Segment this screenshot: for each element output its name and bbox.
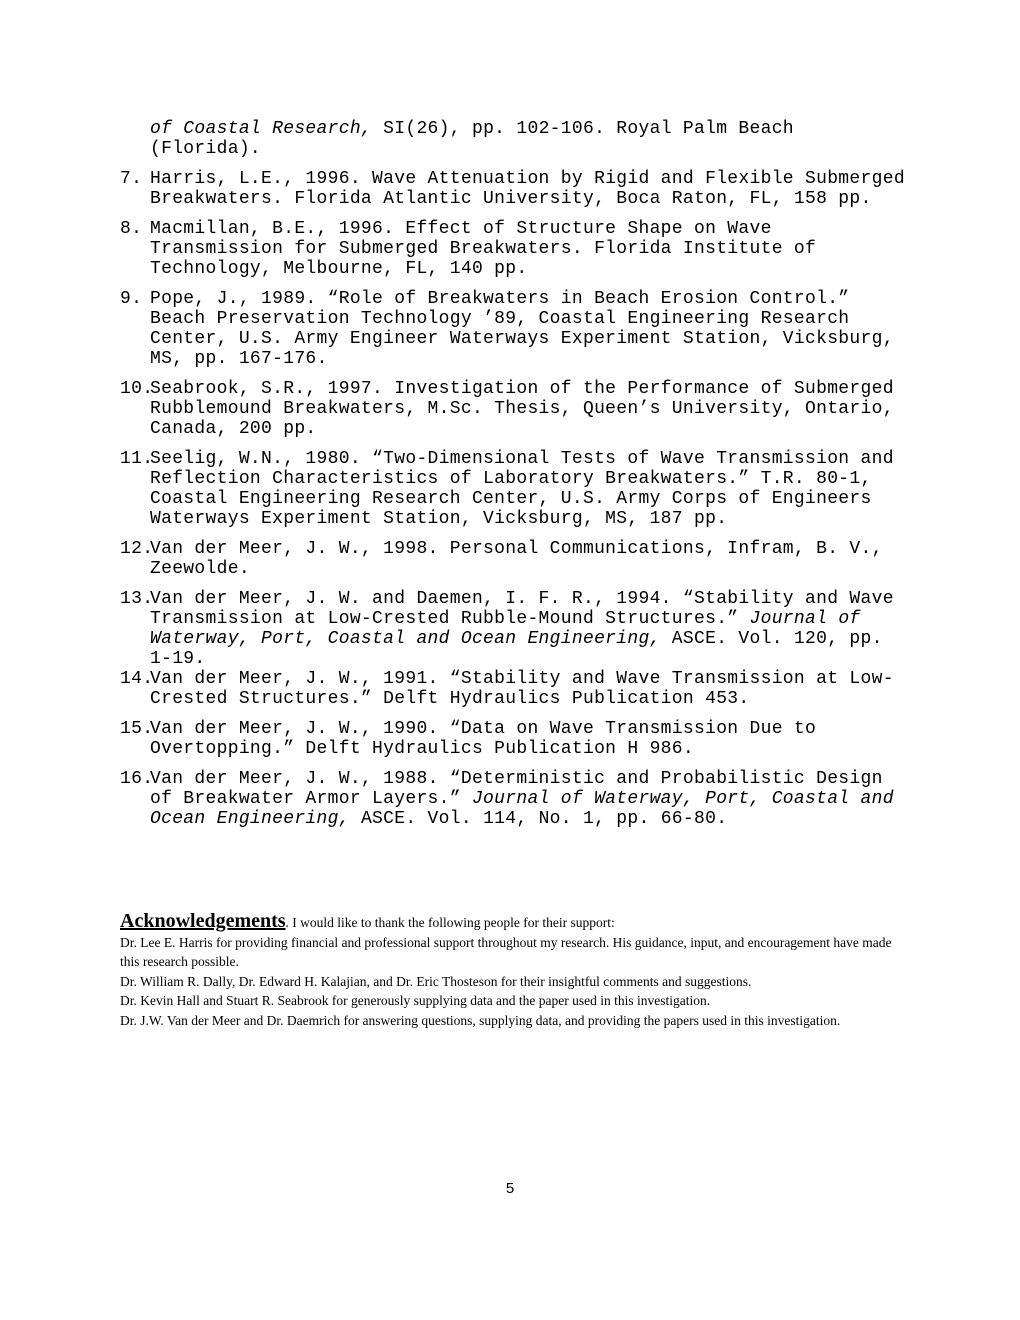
acknowledgement-line: Dr. Lee E. Harris for providing financial and professional support throughout my research. His guidance, input, and encouragement have made this research possible. (120, 934, 892, 969)
reference-text: Van der Meer, J. W., 1998. Personal Communications, Infram, B. V., Zeewolde. (150, 539, 883, 579)
reference-11 (120, 449, 910, 529)
reference-9 (120, 289, 910, 369)
reference-text (150, 589, 910, 669)
reference-6-continuation (120, 119, 910, 159)
reference-15 (120, 719, 910, 759)
acknowledgement-line: Dr. William R. Dally, Dr. Edward H. Kalajian, and Dr. Eric Thosteson for their insightful comments and suggestions. (120, 973, 752, 989)
reference-number: 11. (120, 449, 154, 469)
acknowledgements-intro: . I would like to thank the following people for their support: (285, 915, 615, 930)
reference-text: Seabrook, S.R., 1997. Investigation of the Performance of Submerged Rubblemound Breakwaters, M.Sc. Thesis, Queen’s University, Ontario, Canada, 200 pp. (150, 379, 894, 439)
acknowledgements-heading-line (120, 912, 910, 933)
reference-number: 16. (120, 769, 154, 789)
acknowledgements-title: Acknowledgements (120, 910, 286, 932)
reference-13 (120, 589, 910, 669)
acknowledgements-section (120, 912, 910, 1030)
reference-text-post: ASCE. Vol. 120, pp. 1-19. (150, 629, 883, 669)
reference-number: 9. (120, 289, 143, 309)
acknowledgement-line: Dr. J.W. Van der Meer and Dr. Daemrich for answering questions, supplying data, and providing the papers used in this investigation. (120, 1012, 841, 1028)
reference-text: Macmillan, B.E., 1996. Effect of Structure Shape on Wave Transmission for Submerged Breakwaters. Florida Institute of Technology, Melbourne, FL, 140 pp. (150, 219, 817, 279)
reference-number: 12. (120, 539, 154, 559)
reference-number: 13. (120, 589, 154, 609)
journal-title: Journal of Waterway, Port, Coastal and Ocean Engineering, (150, 789, 894, 829)
reference-16 (120, 769, 910, 829)
reference-text: Van der Meer, J. W., 1991. “Stability and Wave Transmission at Low-Crested Structures.” Delft Hydraulics Publication 453. (150, 669, 894, 709)
journal-title: of Coastal Research, (150, 119, 373, 139)
reference-14 (120, 669, 910, 709)
reference-text-post: ASCE. Vol. 114, No. 1, pp. 66-80. (349, 809, 728, 829)
acknowledgement-line: Dr. Kevin Hall and Stuart R. Seabrook for generously supplying data and the paper used in this investigation. (120, 993, 711, 1008)
reference-10 (120, 379, 910, 439)
reference-text: SI(26), pp. 102-106. Royal Palm Beach (Florida). (150, 119, 794, 159)
reference-8 (120, 219, 910, 279)
reference-list (120, 119, 910, 839)
reference-text: Van der Meer, J. W., 1990. “Data on Wave Transmission Due to Overtopping.” Delft Hydraulics Publication H 986. (150, 719, 817, 759)
reference-text: Harris, L.E., 1996. Wave Attenuation by Rigid and Flexible Submerged Breakwaters. Florida Atlantic University, Boca Raton, FL, 158 pp. (150, 169, 905, 209)
reference-text (150, 769, 910, 829)
reference-7 (120, 169, 910, 209)
reference-number: 8. (120, 219, 143, 239)
reference-number: 10. (120, 379, 154, 399)
reference-text: Pope, J., 1989. “Role of Breakwaters in Beach Erosion Control.” Beach Preservation Technology ’89, Coastal Engineering Research Center, U.S. Army Engineer Waterways Experiment Station, Vicksburg, MS, pp. 167-176. (150, 289, 894, 369)
reference-number: 15. (120, 719, 154, 739)
reference-text: Seelig, W.N., 1980. “Two-Dimensional Tests of Wave Transmission and Reflection Characteristics of Laboratory Breakwaters.” T.R. 80-1, Coastal Engineering Research Center, U.S. Army Corps of Engineers Waterways Experiment Station, Vicksburg, MS, 187 pp. (150, 449, 894, 529)
reference-number: 14. (120, 669, 154, 689)
reference-number: 7. (120, 169, 143, 189)
journal-title: Journal of Waterway, Port, Coastal and Ocean Engineering, (150, 609, 861, 649)
reference-text-pre: Van der Meer, J. W., 1988. “Deterministic and Probabilistic Design of Breakwater Armor Layers.” (150, 769, 883, 809)
page-number: 5 (505, 1180, 515, 1197)
reference-12 (120, 539, 910, 579)
reference-text-pre: Van der Meer, J. W. and Daemen, I. F. R., 1994. “Stability and Wave Transmission at Low-Crested Rubble-Mound Structures.” (150, 589, 894, 629)
